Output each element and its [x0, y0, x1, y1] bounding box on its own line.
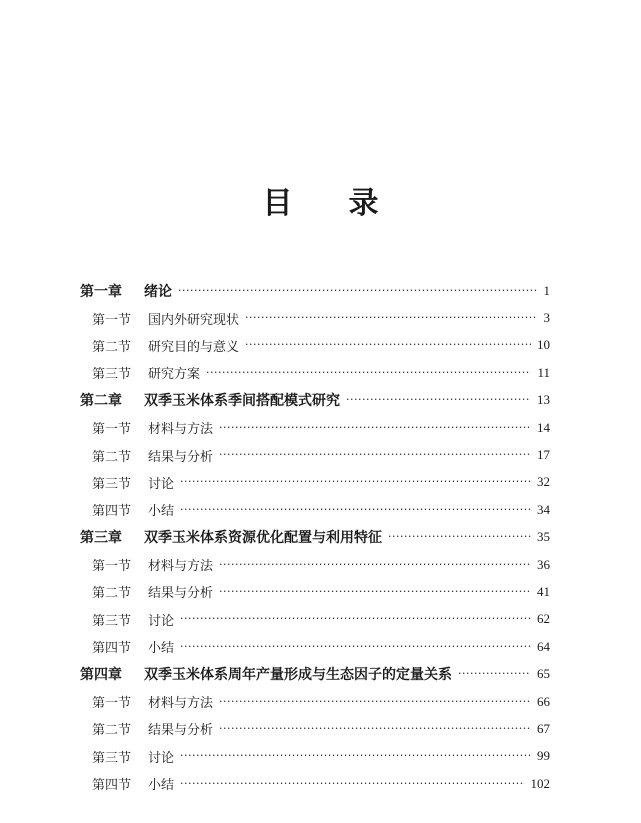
page-title [0, 178, 641, 222]
toc-entry-number: 第三节 [92, 367, 132, 383]
toc-entry-number: 第四章 [80, 667, 122, 684]
toc-entry-page: 66 [537, 693, 550, 709]
toc-entry-number: 第一节 [92, 422, 132, 438]
toc-entry-page: 35 [537, 529, 550, 545]
toc-entry-number: 第二节 [92, 339, 132, 355]
toc-entry-title: 结果与分析 [148, 449, 214, 465]
toc-chapter-row[interactable] [0, 660, 641, 687]
toc-entry-page: 34 [537, 501, 550, 517]
toc-entry-title: 绪论 [144, 283, 172, 300]
toc-section-row[interactable] [0, 770, 641, 797]
toc-dot-leader [245, 311, 537, 325]
toc-dot-leader [219, 421, 531, 435]
toc-entry-title: 小结 [148, 778, 175, 794]
toc-section-row[interactable] [0, 743, 641, 770]
toc-section-row[interactable] [0, 441, 641, 468]
toc-section-row[interactable] [0, 551, 641, 578]
toc-entry-number: 第三节 [92, 750, 132, 766]
toc-entry-title: 讨论 [148, 750, 175, 766]
toc-dot-leader [180, 475, 531, 489]
page-title-right: 录 [348, 186, 379, 221]
toc-section-row[interactable] [0, 414, 641, 441]
toc-entry-page: 65 [537, 666, 550, 682]
toc-section-row[interactable] [0, 359, 641, 386]
toc-section-row[interactable] [0, 469, 641, 496]
toc-entry-page: 62 [537, 611, 550, 627]
toc-entry-page: 64 [537, 638, 550, 654]
toc-entry-page: 3 [543, 310, 550, 326]
toc-section-row[interactable] [0, 496, 641, 523]
toc-entry-title: 双季玉米体系周年产量形成与生态因子的定量关系 [144, 667, 452, 684]
toc-entry-title: 双季玉米体系资源优化配置与利用特征 [144, 530, 382, 547]
toc-entry-title: 研究目的与意义 [148, 339, 240, 355]
toc-entry-title: 结果与分析 [148, 586, 214, 602]
toc-entry-page: 13 [537, 392, 550, 408]
toc-dot-leader [180, 640, 531, 654]
toc-dot-leader [180, 777, 524, 791]
toc-entry-title: 讨论 [148, 613, 175, 629]
toc-entry-title: 国内外研究现状 [148, 312, 240, 328]
toc-entry-number: 第四节 [92, 504, 132, 520]
toc-dot-leader [206, 366, 531, 380]
toc-section-row[interactable] [0, 715, 641, 742]
toc-dot-leader [180, 503, 531, 517]
toc-entry-page: 67 [537, 720, 550, 736]
toc-dot-leader [458, 667, 531, 681]
toc-section-row[interactable] [0, 688, 641, 715]
toc-entry-number: 第四节 [92, 641, 132, 657]
toc-dot-leader [219, 722, 531, 736]
toc-entry-page: 17 [537, 447, 550, 463]
toc-entry-page: 11 [537, 364, 550, 380]
toc-entry-page: 36 [537, 556, 550, 572]
toc-entry-page: 14 [537, 419, 550, 435]
toc-section-row[interactable] [0, 606, 641, 633]
toc-entry-page: 32 [537, 474, 550, 490]
toc-entry-number: 第一节 [92, 696, 132, 712]
toc-section-row[interactable] [0, 332, 641, 359]
toc-chapter-row[interactable] [0, 277, 641, 304]
toc-dot-leader [245, 338, 531, 352]
toc-entry-title: 材料与方法 [148, 422, 214, 438]
toc-dot-leader [219, 585, 531, 599]
toc-entry-number: 第三章 [80, 530, 122, 547]
toc-entry-page: 102 [530, 775, 550, 791]
toc-chapter-row[interactable] [0, 524, 641, 551]
toc-entry-number: 第三节 [92, 613, 132, 629]
toc-entry-number: 第四节 [92, 778, 132, 794]
toc-entry-title: 小结 [148, 641, 175, 657]
toc-section-row[interactable] [0, 304, 641, 331]
toc-dot-leader [178, 284, 538, 298]
toc-entry-title: 讨论 [148, 476, 175, 492]
toc-entry-number: 第三节 [92, 476, 132, 492]
toc-entry-page: 99 [537, 748, 550, 764]
toc-dot-leader [180, 749, 531, 763]
toc-dot-leader [219, 448, 531, 462]
toc-entry-number: 第一节 [92, 312, 132, 328]
page-title-left: 目 [262, 186, 293, 221]
toc-entry-number: 第一节 [92, 559, 132, 575]
toc-entry-title: 材料与方法 [148, 696, 214, 712]
toc-entry-title: 双季玉米体系季间搭配模式研究 [144, 393, 340, 410]
toc-entry-page: 10 [537, 337, 550, 353]
toc-entry-title: 研究方案 [148, 367, 201, 383]
toc-entry-number: 第二节 [92, 449, 132, 465]
toc-section-row[interactable] [0, 578, 641, 605]
toc-entry-number: 第一章 [80, 283, 122, 300]
toc-entry-number: 第二节 [92, 586, 132, 602]
toc-dot-leader [219, 558, 531, 572]
toc-entry-number: 第二节 [92, 723, 132, 739]
toc-entry-title: 材料与方法 [148, 559, 214, 575]
table-of-contents [0, 277, 641, 797]
toc-entry-page: 1 [543, 282, 550, 298]
toc-entry-page: 41 [537, 583, 550, 599]
toc-section-row[interactable] [0, 633, 641, 660]
toc-dot-leader [346, 393, 531, 407]
toc-chapter-row[interactable] [0, 387, 641, 414]
toc-dot-leader [388, 530, 531, 544]
toc-entry-title: 小结 [148, 504, 175, 520]
toc-entry-number: 第二章 [80, 393, 122, 410]
toc-dot-leader [219, 695, 531, 709]
toc-dot-leader [180, 612, 531, 626]
toc-entry-title: 结果与分析 [148, 723, 214, 739]
